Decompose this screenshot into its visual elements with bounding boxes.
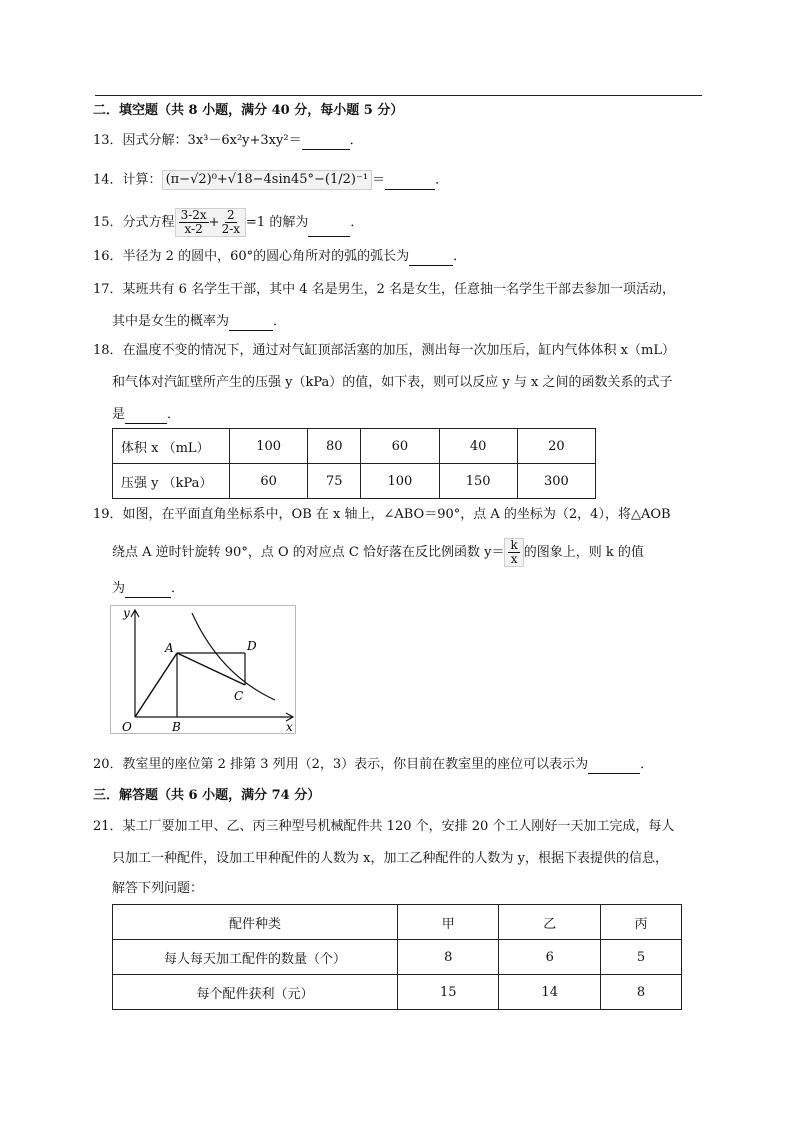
- question-number: 16．: [93, 249, 123, 264]
- fraction-k-over-x: $\frac{k}{x}$: [504, 538, 523, 567]
- question-19: [93, 506, 671, 524]
- question-21-line3: 解答下列问题：: [112, 881, 204, 896]
- table-row: 每个配件获利（元） 15 14 8: [113, 975, 682, 1010]
- answer-blank: [302, 137, 350, 150]
- answer-blank: [385, 177, 435, 190]
- math-expression: (π−√2)⁰+√18−4sin45°−(1/2)⁻¹: [162, 170, 373, 190]
- segment-AC: [177, 653, 245, 685]
- answer-blank: [229, 318, 273, 331]
- question-text: 教室里的座位第 2 排第 3 列用（2，3）表示，你目前在教室里的座位可以表示为: [122, 757, 589, 772]
- question-number: 20．: [93, 757, 123, 772]
- question-18-line2: 和气体对汽缸壁所产生的压强 y（kPa）的值，如下表，则可以反应 y 与 x 之间的函数关系的式子: [112, 375, 673, 390]
- question-text: 某工厂要加工甲、乙、丙三种型号机械配件共 120 个，安排 20 个工人刚好一天加工完成，每人: [122, 819, 675, 834]
- fraction: $\frac{2}{2-x}$: [221, 208, 241, 236]
- section-heading-solve: 三．解答题（共 6 小题，满分 74 分）: [93, 788, 321, 803]
- parts-table: [112, 904, 682, 1010]
- volume-pressure-table: [112, 428, 596, 499]
- fraction-equation: $\frac{3-2x}{x-2}$ + $\frac{2}{2-x}$: [175, 208, 246, 237]
- header-rule: [95, 95, 702, 96]
- question-19-line2: 绕点 A 逆时针旋转 90°，点 O 的对应点 C 恰好落在反比例函数 y＝ $\frac{k}{x}$ 的图象上，则 k 的值: [112, 538, 644, 566]
- question-17: [93, 281, 675, 299]
- label-O: O: [122, 720, 132, 734]
- question-number: 19．: [93, 507, 123, 522]
- label-A: A: [165, 641, 174, 655]
- question-text: 因式分解：3x³－6x²y+3xy²＝: [122, 133, 302, 148]
- question-19-line3: 为 ．: [112, 581, 185, 596]
- question-16: 16．半径为 2 的圆中，60°的圆心角所对的弧的弧长为 ．: [93, 249, 467, 264]
- question-17-line2: 其中是女生的概率为 ．: [112, 314, 287, 329]
- question-number: 21．: [93, 819, 123, 834]
- hyperbola-curve: [192, 613, 275, 700]
- question-15: 15．分式方程 $\frac{3-2x}{x-2}$ + $\frac{2}{2-x}$ =1 的解为 ．: [93, 208, 364, 236]
- question-text: 在温度不变的情况下，通过对气缸顶部活塞的加压，测出每一次加压后，缸内气体体积 x（mL）: [122, 343, 675, 358]
- question-20: 20．教室里的座位第 2 排第 3 列用（2，3）表示，你目前在教室里的座位可以表示为 ．: [93, 757, 654, 772]
- answer-blank: [409, 253, 453, 266]
- label-C: C: [234, 689, 244, 703]
- question-text: 某班共有 6 名学生干部，其中 4 名是男生，2 名是女生，任意抽一名学生干部去参加一项活动，: [122, 282, 676, 297]
- question-text: 计算：: [122, 172, 162, 188]
- question-21: [93, 818, 674, 836]
- question-text: 半径为 2 的圆中，60°的圆心角所对的弧的弧长为: [122, 249, 410, 264]
- answer-blank: [125, 585, 171, 598]
- answer-blank: [125, 411, 167, 424]
- question-18: [93, 342, 675, 360]
- label-B: B: [172, 720, 181, 734]
- question-text: 分式方程: [122, 215, 175, 230]
- label-D: D: [247, 639, 257, 653]
- label-x: x: [286, 720, 293, 734]
- figure-border: [111, 606, 296, 734]
- question-number: 13．: [93, 133, 123, 148]
- question-number: 15．: [93, 215, 123, 230]
- question-13: 13．因式分解：3x³－6x²y+3xy²＝ ．: [93, 133, 363, 148]
- label-y: y: [123, 606, 130, 620]
- question-number: 14．: [93, 172, 123, 188]
- table-row: 压强 y （kPa） 60 75 100 150 300: [113, 464, 596, 499]
- segment-OA: [135, 653, 177, 717]
- question-number: 17．: [93, 282, 123, 297]
- table-row: 体积 x （mL） 100 80 60 40 20: [113, 429, 596, 464]
- coordinate-figure: [110, 605, 300, 735]
- question-18-line3: 是 ．: [112, 407, 181, 422]
- question-14: 14．计算： (π−√2)⁰+√18−4sin45°−(1/2)⁻¹ ＝ ．: [93, 170, 448, 190]
- question-text: 如图，在平面直角坐标系中，OB 在 x 轴上，∠ABO＝90°，点 A 的坐标为（2，4），将△AOB: [122, 507, 671, 522]
- question-number: 18．: [93, 343, 123, 358]
- answer-blank: [308, 224, 350, 237]
- answer-blank: [588, 761, 640, 774]
- fraction: $\frac{3-2x}{x-2}$: [180, 208, 207, 236]
- section-heading-fill-in: 二．填空题（共 8 小题，满分 40 分，每小题 5 分）: [93, 103, 404, 118]
- table-row: 每人每天加工配件的数量（个） 8 6 5: [113, 940, 682, 975]
- question-21-line2: 只加工一种配件，设加工甲种配件的人数为 x，加工乙种配件的人数为 y，根据下表提供的信息，: [112, 851, 668, 866]
- table-row: 配件种类 甲 乙 丙: [113, 905, 682, 940]
